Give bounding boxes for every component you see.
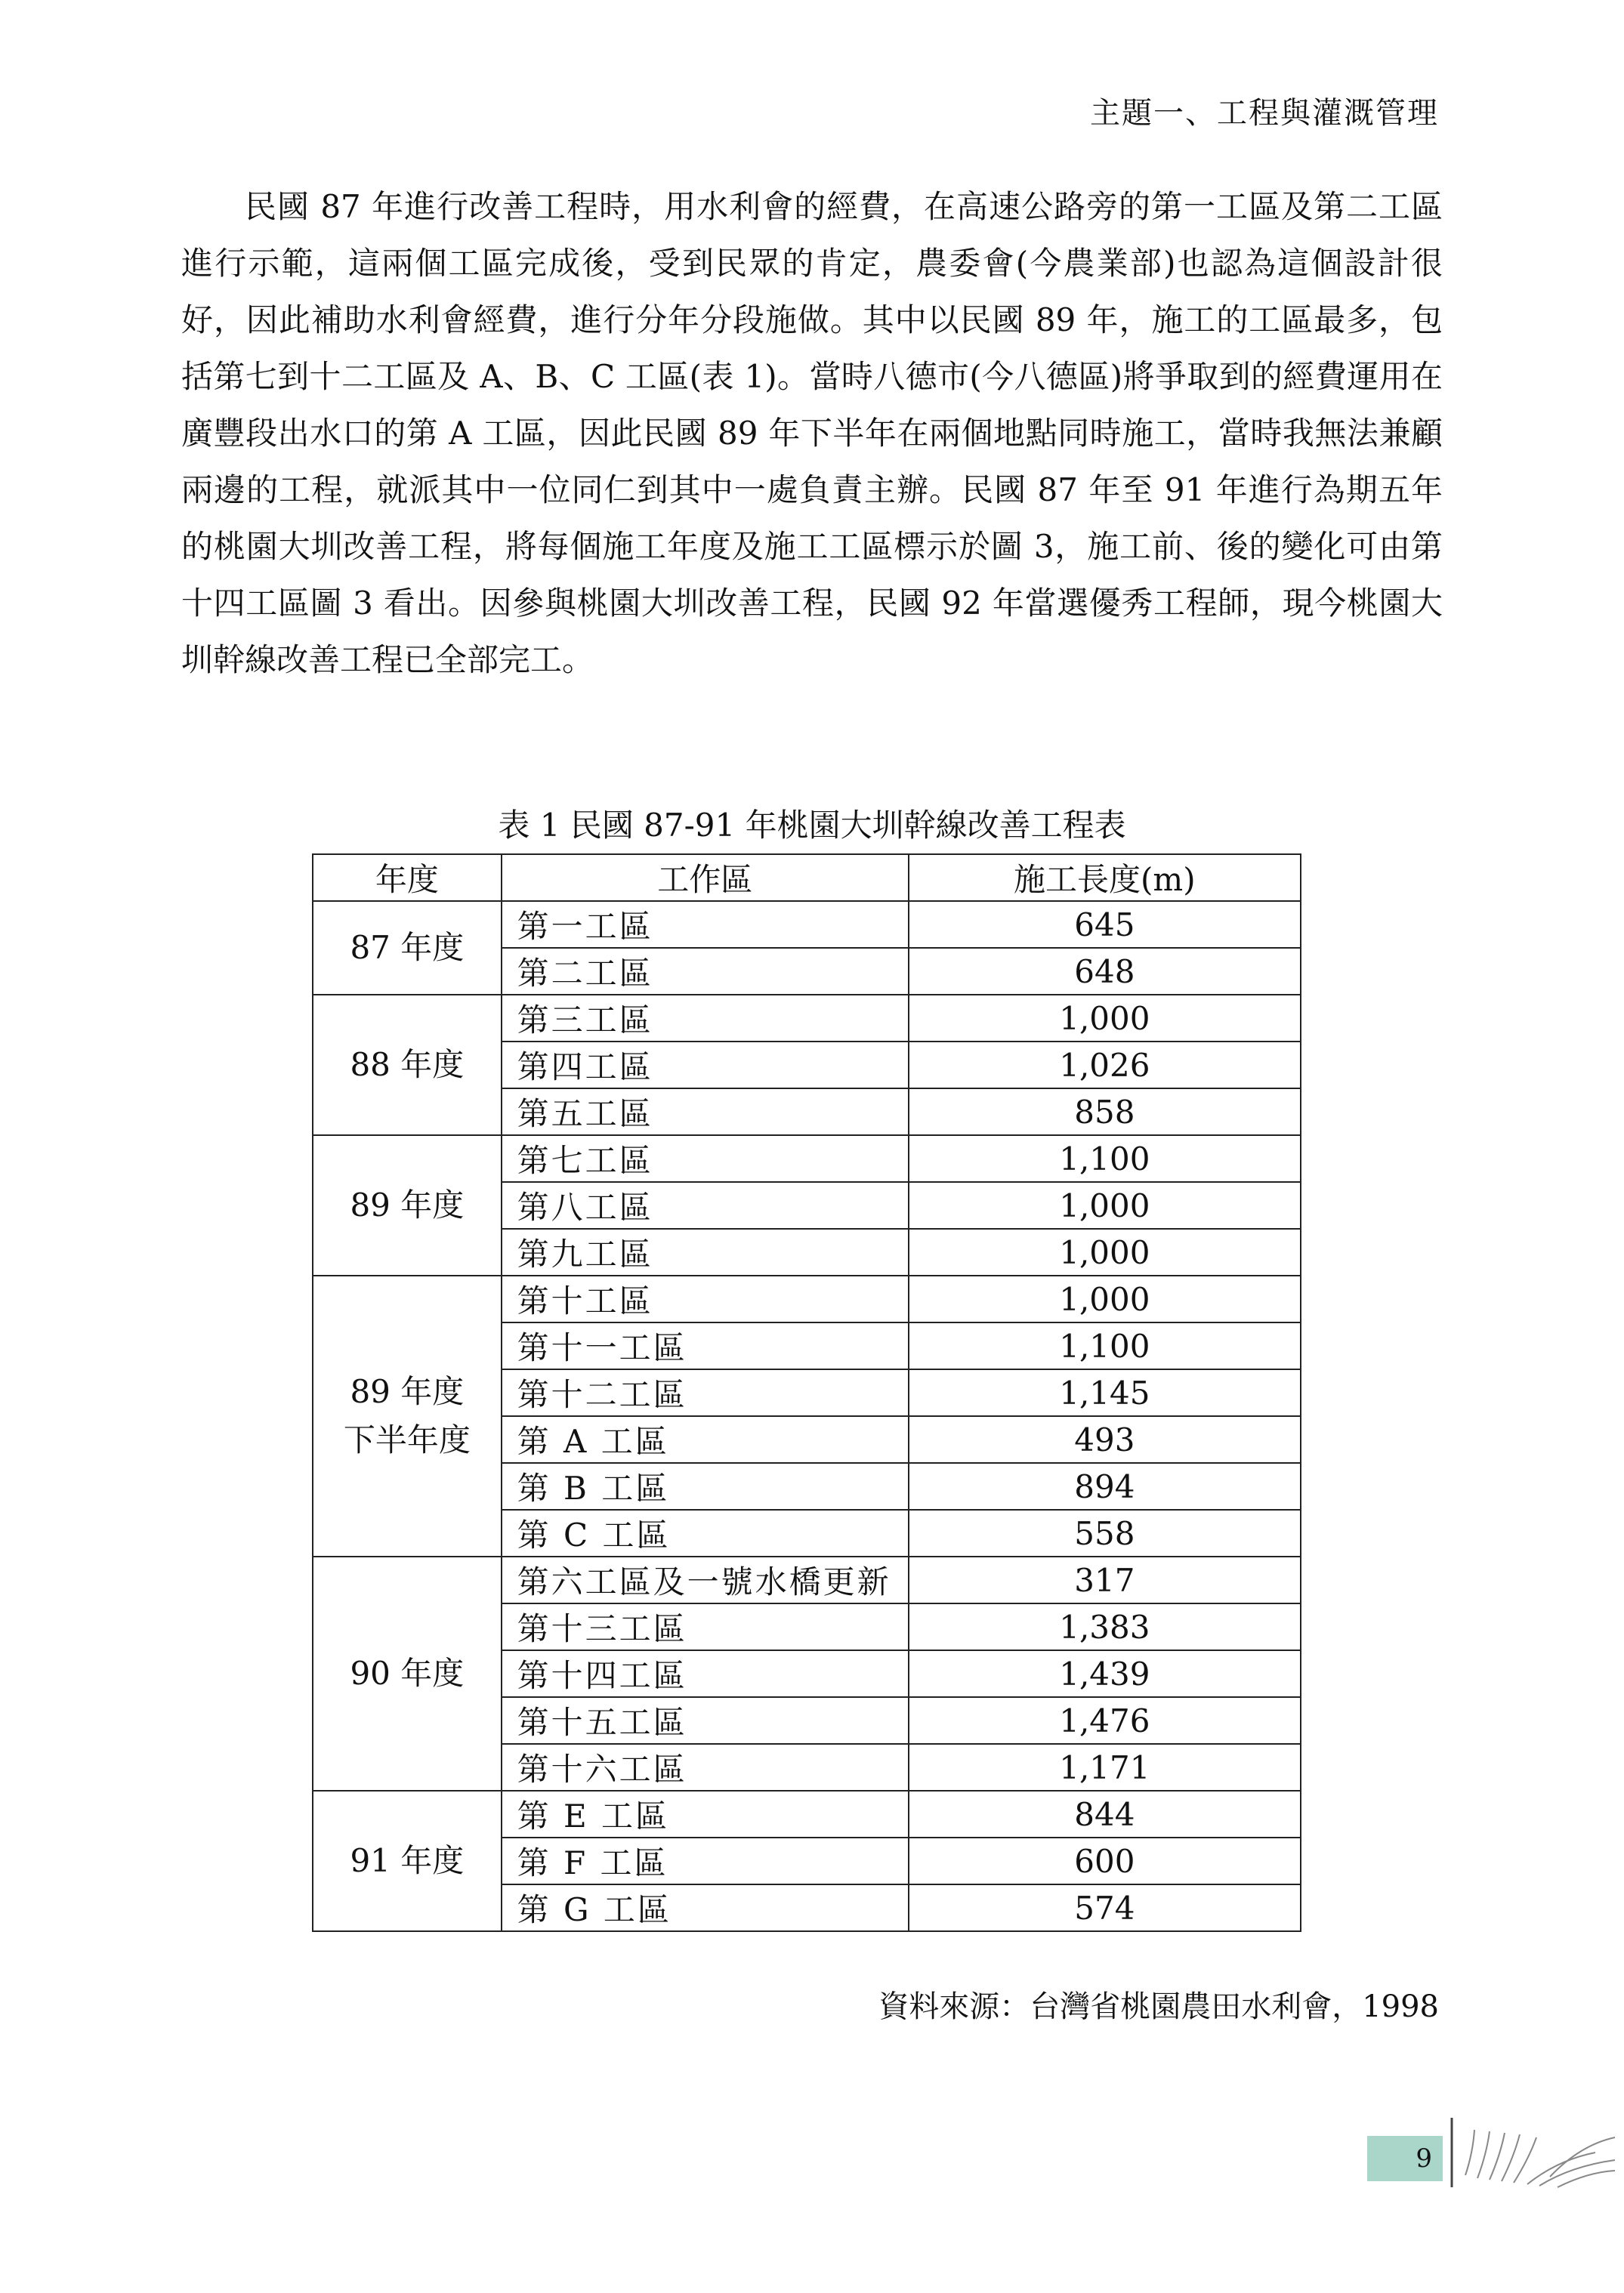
- header-work-area: 工作區: [502, 854, 909, 901]
- header-length: 施工長度(m): [909, 854, 1301, 901]
- length-cell: 1,100: [909, 1322, 1301, 1369]
- area-cell: 第三工區: [502, 995, 909, 1042]
- wave-decoration-icon: [1444, 2115, 1618, 2190]
- area-cell: 第七工區: [502, 1135, 909, 1182]
- length-cell: 1,000: [909, 1182, 1301, 1229]
- area-cell: 第六工區及一號水橋更新: [502, 1557, 909, 1603]
- table-row: [313, 1791, 1301, 1838]
- length-cell: 1,000: [909, 1229, 1301, 1276]
- area-cell: 第十一工區: [502, 1322, 909, 1369]
- length-cell: 1,000: [909, 1276, 1301, 1322]
- table-header-row: [313, 854, 1301, 901]
- running-header: 主題一、工程與灌溉管理: [1090, 96, 1439, 131]
- area-cell: 第 F 工區: [502, 1838, 909, 1884]
- body-text: [181, 178, 1443, 688]
- year-cell: 88 年度: [313, 995, 502, 1135]
- year-cell: 90 年度: [313, 1557, 502, 1791]
- header-year: 年度: [313, 854, 502, 901]
- area-cell: 第十工區: [502, 1276, 909, 1322]
- year-cell: [313, 1276, 502, 1557]
- length-cell: 1,476: [909, 1697, 1301, 1744]
- area-cell: 第一工區: [502, 901, 909, 948]
- area-cell: 第十六工區: [502, 1744, 909, 1791]
- area-cell: 第 A 工區: [502, 1416, 909, 1463]
- year-cell: 91 年度: [313, 1791, 502, 1931]
- area-cell: 第十五工區: [502, 1697, 909, 1744]
- page-number: 9: [1416, 2143, 1432, 2174]
- length-cell: 1,383: [909, 1603, 1301, 1650]
- body-paragraph: 民國 87 年進行改善工程時，用水利會的經費，在高速公路旁的第一工區及第二工區進行示範，這兩個工區完成後，受到民眾的肯定，農委會(今農業部)也認為這個設計很好，因此補助水利會經費，進行分年分段施做。其中以民國 89 年，施工的工區最多，包括第七到十二工區及 A、B、C 工區(表 1)。當時八德市(今八德區)將爭取到的經費運用在廣豐段出水口的第 A 工區，因此民國 89 年下半年在兩個地點同時施工，當時我無法兼顧兩邊的工程，就派其中一位同仁到其中一處負責主辦。民國 87 年至 91 年進行為期五年的桃園大圳改善工程，將每個施工年度及施工工區標示於圖 3，施工前、後的變化可由第十四工區圖 3 看出。因參與桃園大圳改善工程，民國 92 年當選優秀工程師，現今桃園大圳幹線改善工程已全部完工。: [181, 188, 1443, 678]
- area-cell: 第 E 工區: [502, 1791, 909, 1838]
- length-cell: 493: [909, 1416, 1301, 1463]
- table-caption: 表 1 民國 87-91 年桃園大圳幹線改善工程表: [498, 807, 1126, 844]
- area-cell: 第十二工區: [502, 1369, 909, 1416]
- area-cell: 第四工區: [502, 1042, 909, 1088]
- area-cell: 第五工區: [502, 1088, 909, 1135]
- length-cell: 894: [909, 1463, 1301, 1510]
- length-cell: 1,171: [909, 1744, 1301, 1791]
- table-row: [313, 995, 1301, 1042]
- length-cell: 1,145: [909, 1369, 1301, 1416]
- table-row: [313, 1135, 1301, 1182]
- length-cell: 648: [909, 948, 1301, 995]
- year-cell: 89 年度: [313, 1135, 502, 1276]
- area-cell: 第八工區: [502, 1182, 909, 1229]
- construction-table: [312, 853, 1301, 1932]
- year-label: 89 年度: [350, 1373, 465, 1410]
- area-cell: 第九工區: [502, 1229, 909, 1276]
- area-cell: 第十四工區: [502, 1650, 909, 1697]
- length-cell: 858: [909, 1088, 1301, 1135]
- length-cell: 574: [909, 1884, 1301, 1931]
- year-cell: 87 年度: [313, 901, 502, 995]
- length-cell: 1,000: [909, 995, 1301, 1042]
- area-cell: 第 B 工區: [502, 1463, 909, 1510]
- length-cell: 1,026: [909, 1042, 1301, 1088]
- table-row: [313, 1276, 1301, 1322]
- area-cell: 第二工區: [502, 948, 909, 995]
- length-cell: 1,100: [909, 1135, 1301, 1182]
- length-cell: 600: [909, 1838, 1301, 1884]
- length-cell: 1,439: [909, 1650, 1301, 1697]
- table-row: [313, 1557, 1301, 1603]
- area-cell: 第十三工區: [502, 1603, 909, 1650]
- length-cell: 645: [909, 901, 1301, 948]
- area-cell: 第 C 工區: [502, 1510, 909, 1557]
- length-cell: 558: [909, 1510, 1301, 1557]
- table-source: 資料來源：台灣省桃園農田水利會，1998: [878, 1989, 1439, 2024]
- area-cell: 第 G 工區: [502, 1884, 909, 1931]
- length-cell: 844: [909, 1791, 1301, 1838]
- year-sublabel: 下半年度: [343, 1421, 471, 1458]
- length-cell: 317: [909, 1557, 1301, 1603]
- table-row: [313, 901, 1301, 948]
